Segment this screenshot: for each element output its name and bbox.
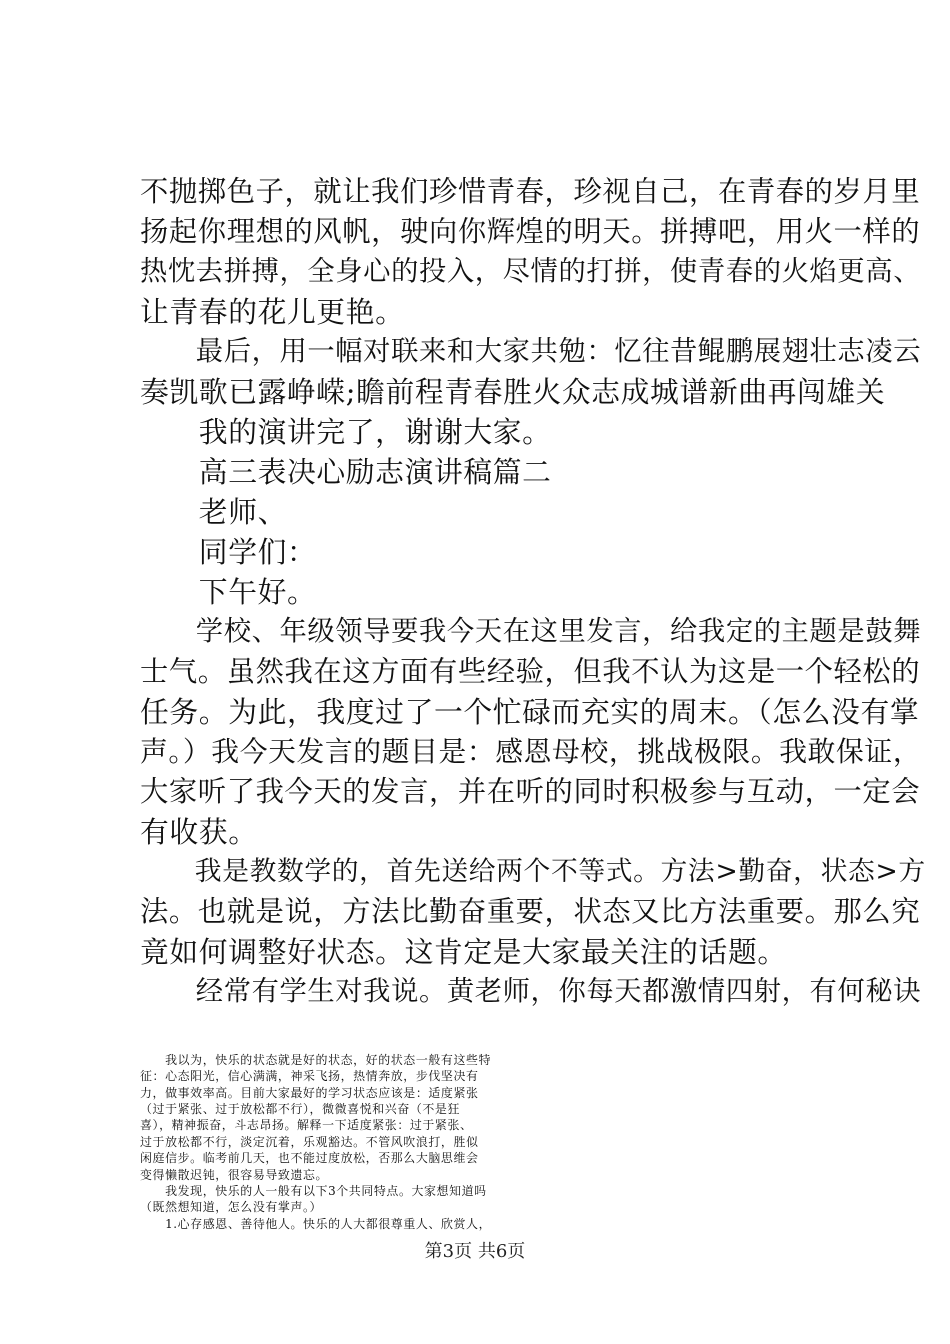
page-number-footer: 第3页 共6页: [424, 1241, 526, 1262]
section-heading: 高三表决心励志演讲稿篇二: [140, 455, 552, 489]
text-line: 大家听了我今天的发言，并在听的同时积极参与互动，一定会: [140, 775, 921, 808]
text-line: 1.心存感恩、善待他人。快乐的人大都很尊重人、欣赏人，: [140, 1216, 492, 1231]
text-line: 热忱去拼搏，全身心的投入，尽情的打拼，使青春的火焰更高、: [140, 256, 922, 287]
text-line: 我发现，快乐的人一般有以下3个共同特点。大家想知道吗: [140, 1183, 487, 1198]
text-line: 法。也就是说，方法比勤奋重要，状态又比方法重要。那么究: [140, 895, 921, 928]
text-line: （既然想知道，怎么没有掌声。）: [140, 1200, 323, 1215]
text-line: （过于紧张、过于放松都不行），微微喜悦和兴奋（不是狂: [140, 1102, 461, 1117]
text-line: 闲庭信步。临考前几天，也不能过度放松，否那么大脑思维会: [140, 1151, 479, 1166]
text-line: 我是教数学的，首先送给两个不等式。方法>勤奋，状态>方: [140, 856, 926, 887]
text-line: 声。）我今天发言的题目是：感恩母校，挑战极限。我敢保证，: [140, 735, 922, 768]
text-line: 喜），精神振奋，斗志昂扬。解释一下适度紧张：过于紧张、: [140, 1118, 473, 1133]
text-line: 下午好。: [140, 575, 317, 609]
text-line: 最后，用一幅对联来和大家共勉：忆往昔鲲鹏展翅壮志凌云: [140, 336, 922, 367]
text-line: 有收获。: [140, 815, 258, 849]
text-line: 不抛掷色子，就让我们珍惜青春，珍视自己，在青春的岁月里: [140, 175, 921, 208]
text-line: 老师、: [140, 495, 287, 529]
text-line: 我以为，快乐的状态就是好的状态，好的状态一般有这些特: [140, 1053, 492, 1067]
text-line: 士气。虽然我在这方面有些经验，但我不认为这是一个轻松的: [140, 655, 921, 688]
text-line: 竟如何调整好状态。这肯定是大家最关注的话题。: [140, 935, 787, 969]
text-line: 同学们：: [140, 535, 317, 569]
text-line: 变得懒散迟钝，很容易导致遗忘。: [140, 1167, 329, 1182]
text-line: 扬起你理想的风帆，驶向你辉煌的明天。拼搏吧，用火一样的: [140, 215, 921, 248]
text-line: 学校、年级领导要我今天在这里发言，给我定的主题是鼓舞: [140, 616, 922, 647]
text-line: 过于放松都不行，淡定沉着，乐观豁达。不管风吹浪打，胜似: [140, 1134, 479, 1149]
text-line: 经常有学生对我说。黄老师，你每天都激情四射，有何秘诀: [140, 976, 922, 1007]
text-line: 力，做事效率高。目前大家最好的学习状态应该是：适度紧张: [140, 1085, 479, 1100]
text-line: 我的演讲完了，谢谢大家。: [140, 415, 552, 449]
text-line: 奏凯歌已露峥嵘;瞻前程青春胜火众志成城谱新曲再闯雄关: [140, 375, 886, 409]
text-line: 让青春的花儿更艳。: [140, 295, 405, 329]
text-line: 征：心态阳光，信心满满，神采飞扬，热情奔放，步伐坚决有: [140, 1069, 479, 1084]
text-line: 任务。为此，我度过了一个忙碌而充实的周末。（怎么没有掌: [140, 695, 920, 729]
